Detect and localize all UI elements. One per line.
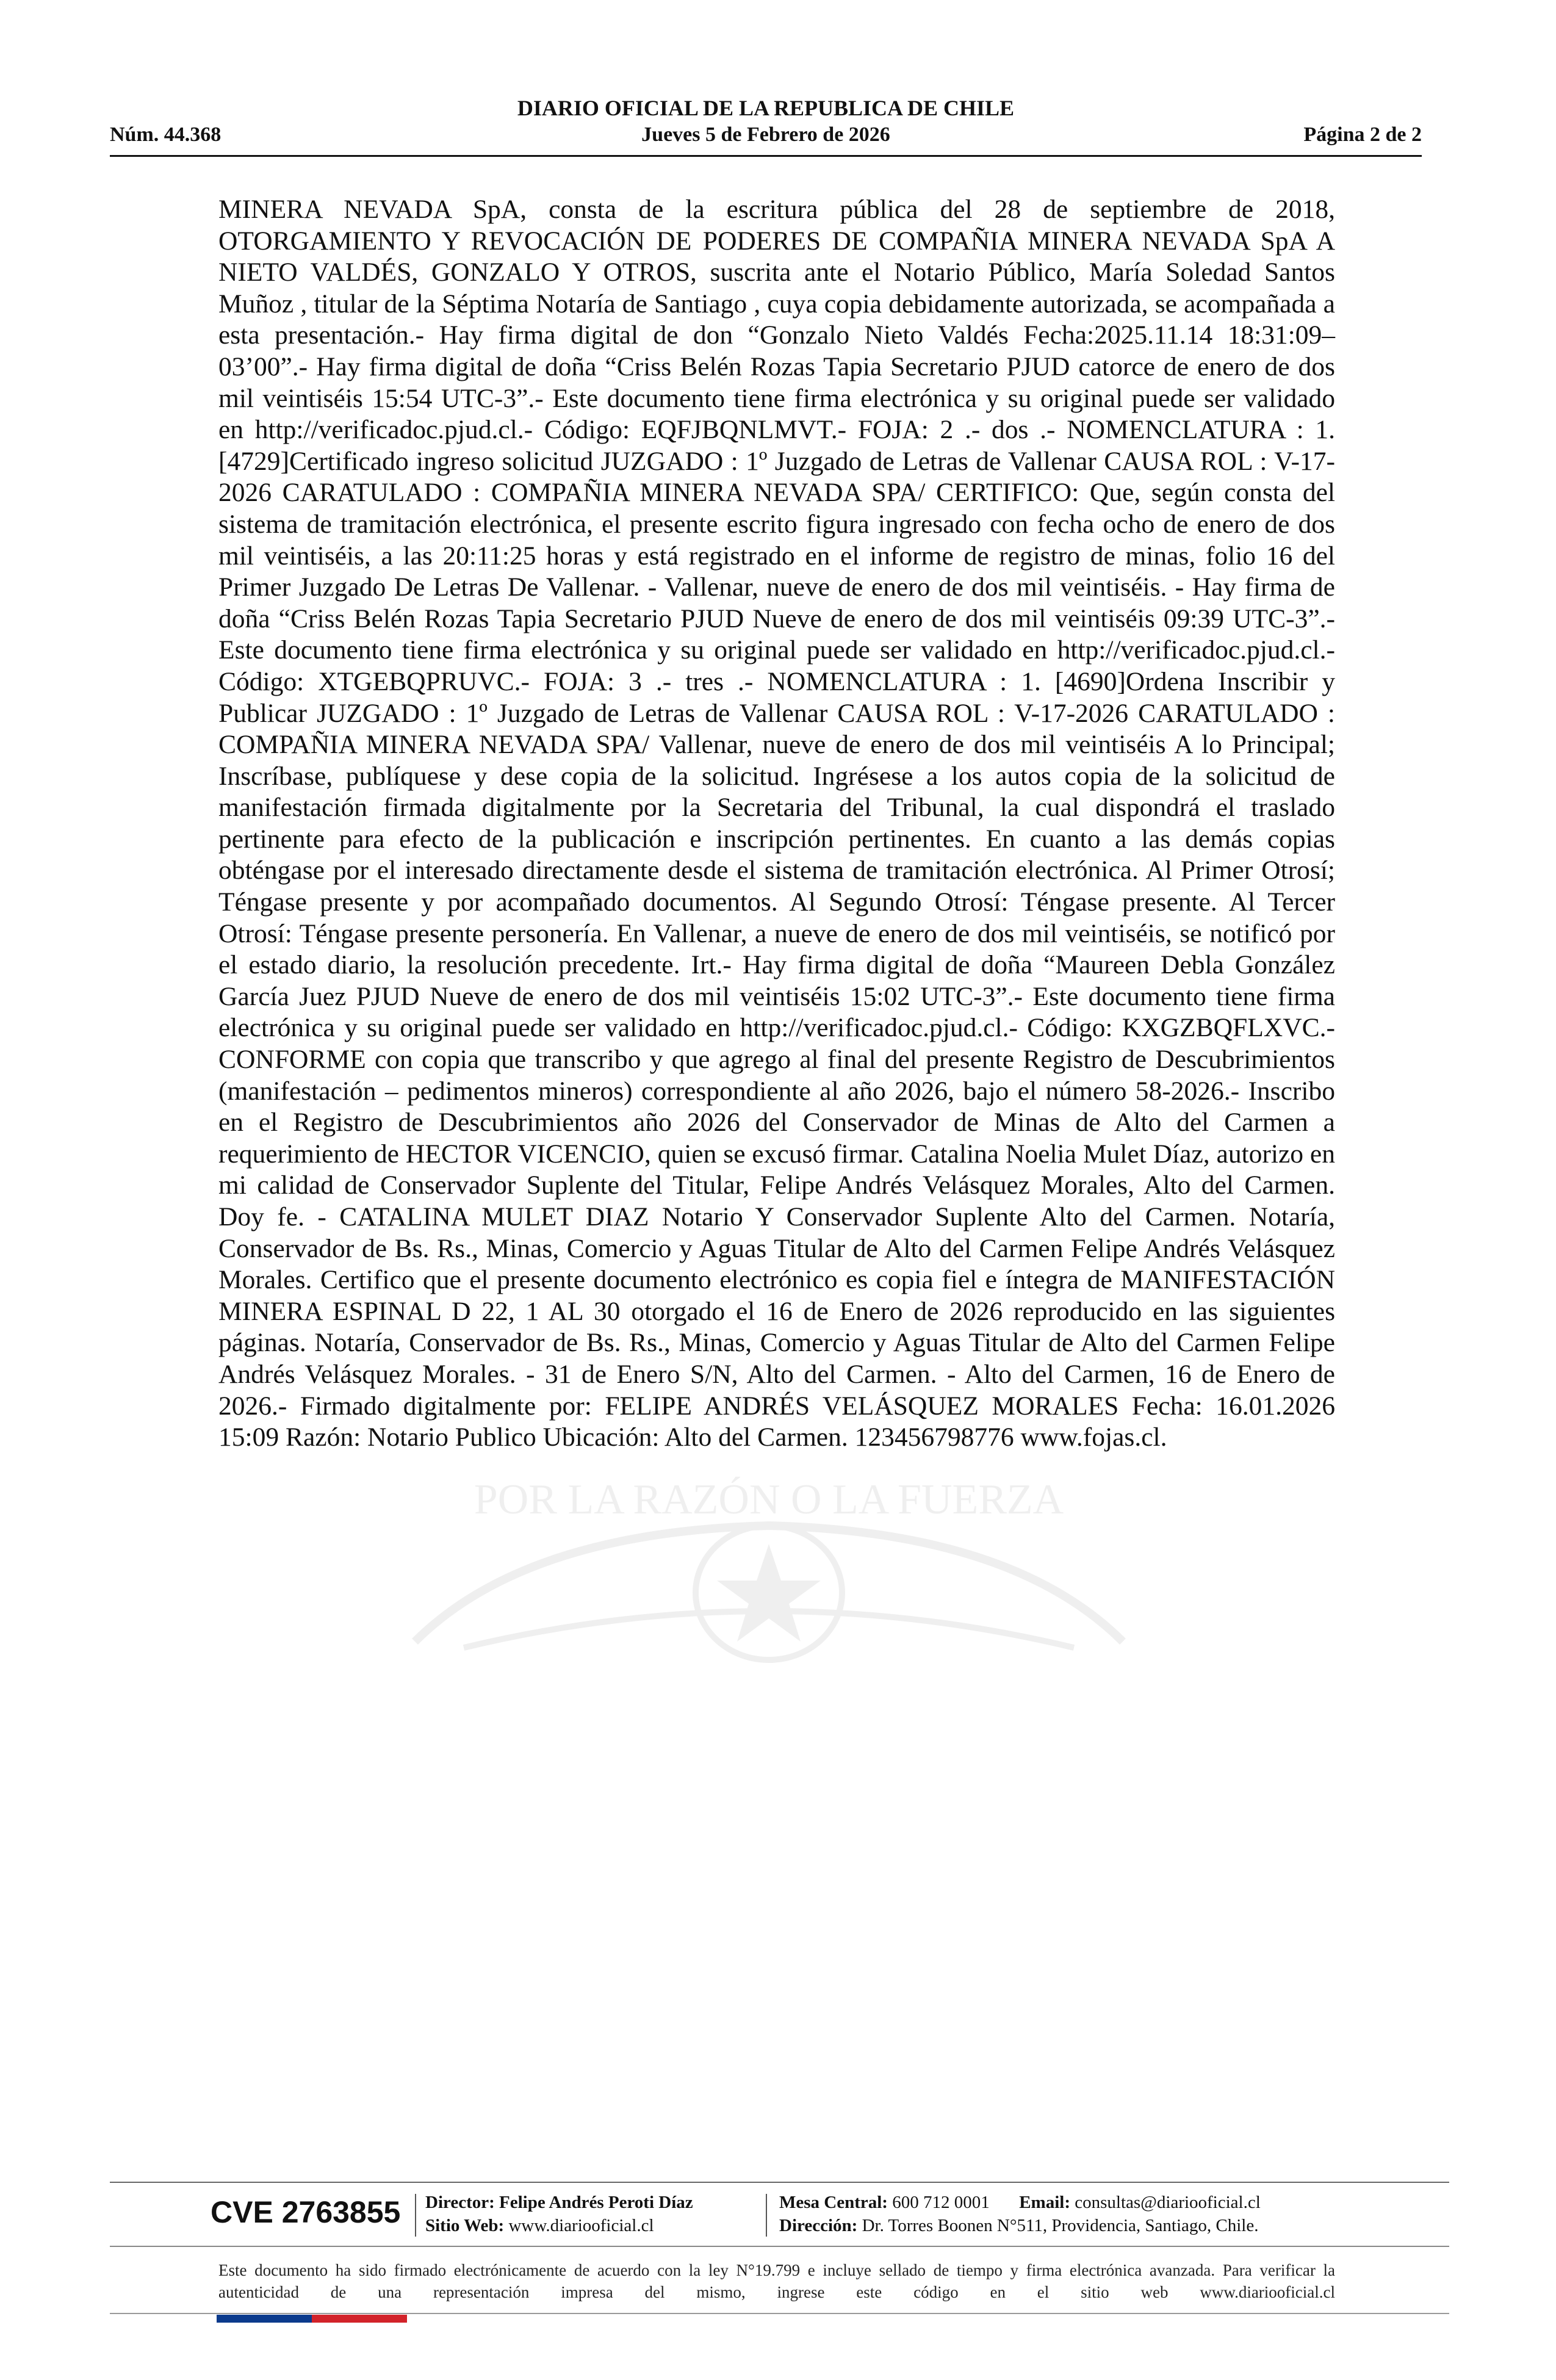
email-link[interactable]: consultas@diariooficial.cl <box>1075 2193 1261 2212</box>
address-text: Dr. Torres Boonen N°511, Providencia, Santiago, Chile. <box>862 2216 1259 2235</box>
watermark-motto: POR LA RAZÓN O LA FUERZA <box>474 1476 1064 1523</box>
flag-stripe <box>217 2315 407 2323</box>
page-number: Página 2 de 2 <box>1303 123 1422 146</box>
website-label: Sitio Web: <box>425 2216 505 2235</box>
footer-divider-bottom <box>110 2313 1449 2314</box>
footer-divider-middle <box>110 2246 1449 2247</box>
issue-number: Núm. 44.368 <box>110 123 222 146</box>
signature-notice: Este documento ha sido firmado electrónicamente de acuerdo con la ley N°19.799 e incluye sellado de tiempo y firma electrónica avanzada. Para verificar la autenticidad de una representación impresa del mismo, ingrese este código en el sitio web www.diariooficial.cl <box>218 2261 1335 2301</box>
director-name: Felipe Andrés Peroti Díaz <box>499 2193 693 2212</box>
issue-date: Jueves 5 de Febrero de 2026 <box>641 123 890 146</box>
footer-divider-top <box>110 2182 1449 2183</box>
flag-red-segment <box>312 2315 407 2323</box>
cve-code: CVE 2763855 <box>211 2195 401 2229</box>
coat-of-arms-watermark <box>342 1440 1196 1672</box>
director-info <box>425 2191 693 2237</box>
header-divider <box>110 155 1422 157</box>
footer-separator <box>415 2194 416 2237</box>
contact-info <box>779 2191 1261 2237</box>
flag-blue-segment <box>217 2315 312 2323</box>
journal-title: DIARIO OFICIAL DE LA REPUBLICA DE CHILE <box>517 96 1015 120</box>
page-header <box>110 95 1422 156</box>
phone-number: 600 712 0001 <box>892 2193 990 2212</box>
footer-separator <box>766 2194 767 2237</box>
director-label: Director: <box>425 2193 495 2212</box>
address-label: Dirección: <box>779 2216 858 2235</box>
document-body: MINERA NEVADA SpA, consta de la escritura pública del 28 de septiembre de 2018, OTORGAMIENTO Y REVOCACIÓN DE PODERES DE COMPAÑIA MINERA NEVADA SpA A NIETO VALDÉS, GONZALO Y OTROS, suscrita ante el Notario Público, María Soledad Santos Muñoz , titular de la Séptima Notaría de Santiago , cuya copia debidamente autorizada, se acompañada a esta presentación.- Hay firma digital de don “Gonzalo Nieto Valdés Fecha:2025.11.14 18:31:09– 03’00”.- Hay firma digital de doña “Criss Belén Rozas Tapia Secretario PJUD catorce de enero de dos mil veintiséis 15:54 UTC-3”.- Este documento tiene firma electrónica y su original puede ser validado en http://verificadoc.pjud.cl.- Código: EQFJBQNLMVT.- FOJA: 2 .- dos .- NOMENCLATURA : 1. [4729]Certificado ingreso solicitud JUZGADO : 1º Juzgado de Letras de Vallenar CAUSA ROL : V-17-2026 CARATULADO : COMPAÑIA MINERA NEVADA SPA/ CERTIFICO: Que, según consta del sistema de tramitación electrónica, el presente escrito figura ingresado con fecha ocho de enero de dos mil veintiséis, a las 20:11:25 horas y está registrado en el informe de registro de minas, folio 16 del Primer Juzgado De Letras De Vallenar. - Vallenar, nueve de enero de dos mil veintiséis. - Hay firma de doña “Criss Belén Rozas Tapia Secretario PJUD Nueve de enero de dos mil veintiséis 09:39 UTC-3”.- Este documento tiene firma electrónica y su original puede ser validado en http://verificadoc.pjud.cl.- Código: XTGEBQPRUVC.- FOJA: 3 .- tres .- NOMENCLATURA : 1. [4690]Ordena Inscribir y Publicar JUZGADO : 1º Juzgado de Letras de Vallenar CAUSA ROL : V-17-2026 CARATULADO : COMPAÑIA MINERA NEVADA SPA/ Vallenar, nueve de enero de dos mil veintiséis A lo Principal; Inscríbase, publíquese y dese copia de la solicitud. Ingrésese a los autos copia de la solicitud de manifestación firmada digitalmente por la Secretaria del Tribunal, la cual dispondrá el traslado pertinente para efecto de la publicación e inscripción pertinentes. En cuanto a las demás copias obténgase por el interesado directamente desde el sistema de tramitación electrónica. Al Primer Otrosí; Téngase presente y por acompañado documentos. Al Segundo Otrosí: Téngase presente. Al Tercer Otrosí: Téngase presente personería. En Vallenar, a nueve de enero de dos mil veintiséis, se notificó por el estado diario, la resolución precedente. Irt.- Hay firma digital de doña “Maureen Debla González García Juez PJUD Nueve de enero de dos mil veintiséis 15:02 UTC-3”.- Este documento tiene firma electrónica y su original puede ser validado en http://verificadoc.pjud.cl.- Código: KXGZBQFLXVC.- CONFORME con copia que transcribo y que agrego al final del presente Registro de Descubrimientos (manifestación – pedimentos mineros) correspondiente al año 2026, bajo el número 58-2026.- Inscribo en el Registro de Descubrimientos año 2026 del Conservador de Minas de Alto del Carmen a requerimiento de HECTOR VICENCIO, quien se excusó firmar. Catalina Noelia Mulet Díaz, autorizo en mi calidad de Conservador Suplente del Titular, Felipe Andrés Velásquez Morales, Alto del Carmen. Doy fe. - CATALINA MULET DIAZ Notario Y Conservador Suplente Alto del Carmen. Notaría, Conservador de Bs. Rs., Minas, Comercio y Aguas Titular de Alto del Carmen Felipe Andrés Velásquez Morales. Certifico que el presente documento electrónico es copia fiel e íntegra de MANIFESTACIÓN MINERA ESPINAL D 22, 1 AL 30 otorgado el 16 de Enero de 2026 reproducido en las siguientes páginas. Notaría, Conservador de Bs. Rs., Minas, Comercio y Aguas Titular de Alto del Carmen Felipe Andrés Velásquez Morales. - 31 de Enero S/N, Alto del Carmen. - Alto del Carmen, 16 de Enero de 2026.- Firmado digitalmente por: FELIPE ANDRÉS VELÁSQUEZ MORALES Fecha: 16.01.2026 15:09 Razón: Notario Publico Ubicación: Alto del Carmen. 123456798776 www.fojas.cl. <box>218 195 1335 1452</box>
phone-label: Mesa Central: <box>779 2193 888 2212</box>
email-label: Email: <box>1019 2193 1070 2212</box>
website-link[interactable]: www.diariooficial.cl <box>508 2216 654 2235</box>
